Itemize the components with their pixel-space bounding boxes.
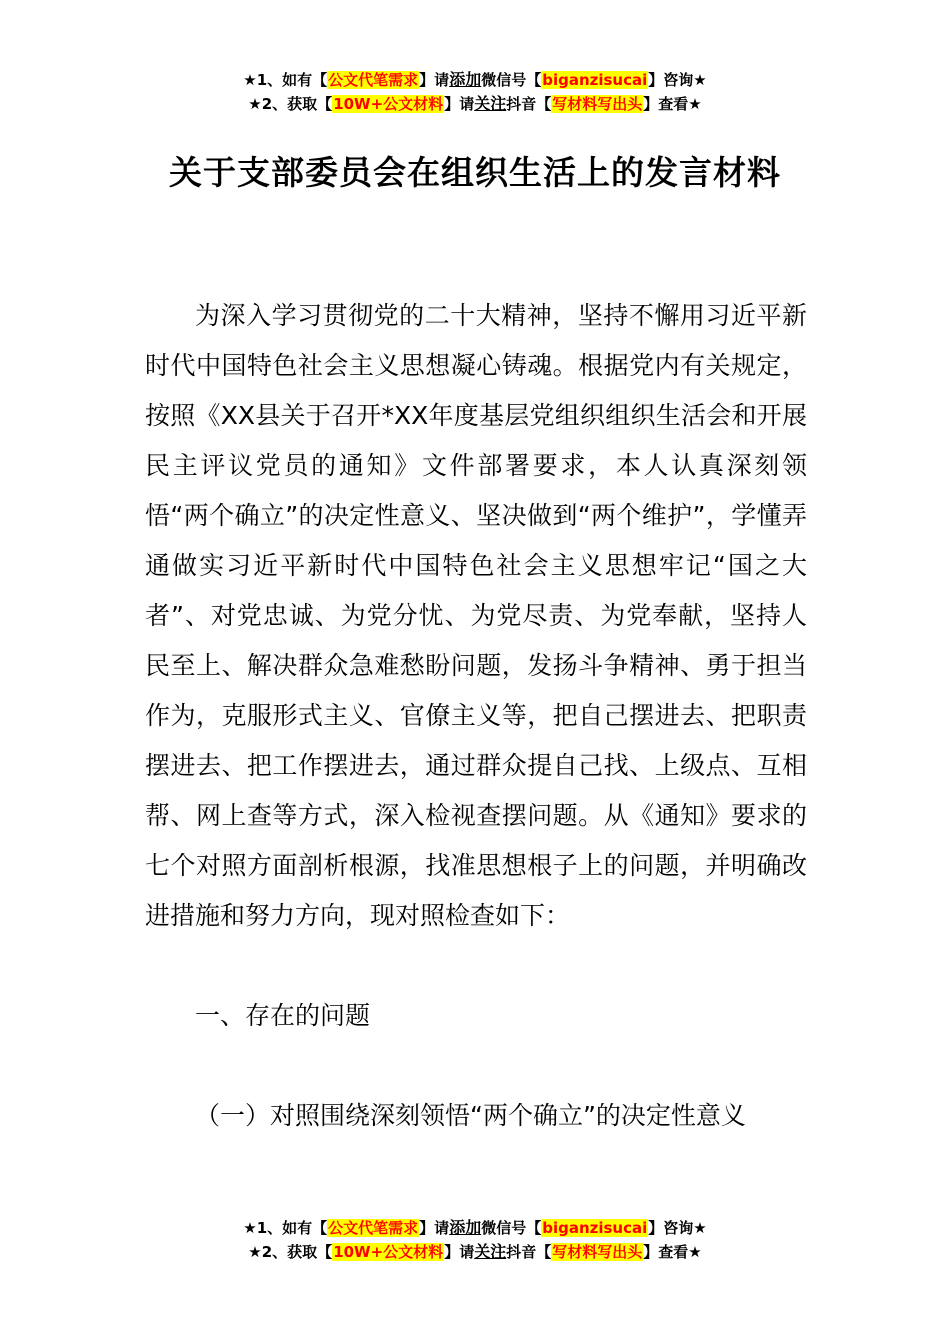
header-banner xyxy=(0,68,950,116)
banner-line-2 xyxy=(0,92,950,116)
banner-text: 】咨询★ xyxy=(648,1219,707,1237)
banner-text: 】请 xyxy=(419,1219,450,1237)
banner-highlight: 公文代笔需求 xyxy=(328,1219,419,1237)
banner-underline: 添加 xyxy=(449,1218,482,1237)
banner-text: 】请 xyxy=(444,1243,475,1261)
banner-underline: 添加 xyxy=(449,70,482,89)
banner-text: 】咨询★ xyxy=(648,71,707,89)
banner-underline: 关注 xyxy=(474,94,507,113)
banner-highlight: 10W+公文材料 xyxy=(333,95,444,113)
banner-text: 】查看★ xyxy=(643,1243,702,1261)
banner-text: 】查看★ xyxy=(643,95,702,113)
banner-text: 】请 xyxy=(419,71,450,89)
banner-line-2 xyxy=(0,1240,950,1264)
banner-text: 】请 xyxy=(444,95,475,113)
banner-underline: 关注 xyxy=(474,1242,507,1261)
banner-text: 抖音【 xyxy=(506,1243,552,1261)
section-heading: 一、存在的问题 xyxy=(195,1001,371,1030)
banner-text: ★1、如有【 xyxy=(243,71,328,89)
banner-highlight: 10W+公文材料 xyxy=(333,1243,444,1261)
banner-text: ★2、获取【 xyxy=(248,95,333,113)
banner-text: ★2、获取【 xyxy=(248,1243,333,1261)
banner-line-1 xyxy=(0,1216,950,1240)
banner-highlight: 写材料写出头 xyxy=(552,1243,643,1261)
document-body xyxy=(145,291,807,1141)
intro-paragraph: 为深入学习贯彻党的二十大精神，坚持不懈用习近平新时代中国特色社会主义思想凝心铸魂。根据党内有关规定，按照《XX县关于召开*XX年度基层党组织组织生活会和开展民主评议党员的通知》文件部署要求，本人认真深刻领悟“两个确立”的决定性意义、坚决做到“两个维护”，学懂弄通做实习近平新时代中国特色社会主义思想牢记“国之大者”、对党忠诚、为党分忧、为党尽责、为党奉献，坚持人民至上、解决群众急难愁盼问题，发扬斗争精神、勇于担当作为，克服形式主义、官僚主义等，把自己摆进去、把职责摆进去、把工作摆进去，通过群众提自己找、上级点、互相帮、网上查等方式，深入检视查摆问题。从《通知》要求的七个对照方面剖析根源，找准思想根子上的问题，并明确改进措施和努力方向，现对照检查如下： xyxy=(145,301,807,930)
banner-highlight: 公文代笔需求 xyxy=(328,71,419,89)
document-title: 关于支部委员会在组织生活上的发言材料 xyxy=(169,153,781,192)
banner-text: 抖音【 xyxy=(506,95,552,113)
banner-text: 微信号【 xyxy=(481,1219,542,1237)
subsection-heading: （一）对照围绕深刻领悟“两个确立”的决定性意义 xyxy=(195,1101,746,1130)
banner-text: 微信号【 xyxy=(481,71,542,89)
banner-highlight: 写材料写出头 xyxy=(552,95,643,113)
banner-line-1 xyxy=(0,68,950,92)
banner-highlight: biganzisucai xyxy=(542,1219,648,1237)
banner-highlight: biganzisucai xyxy=(542,71,648,89)
footer-banner xyxy=(0,1216,950,1264)
banner-text: ★1、如有【 xyxy=(243,1219,328,1237)
